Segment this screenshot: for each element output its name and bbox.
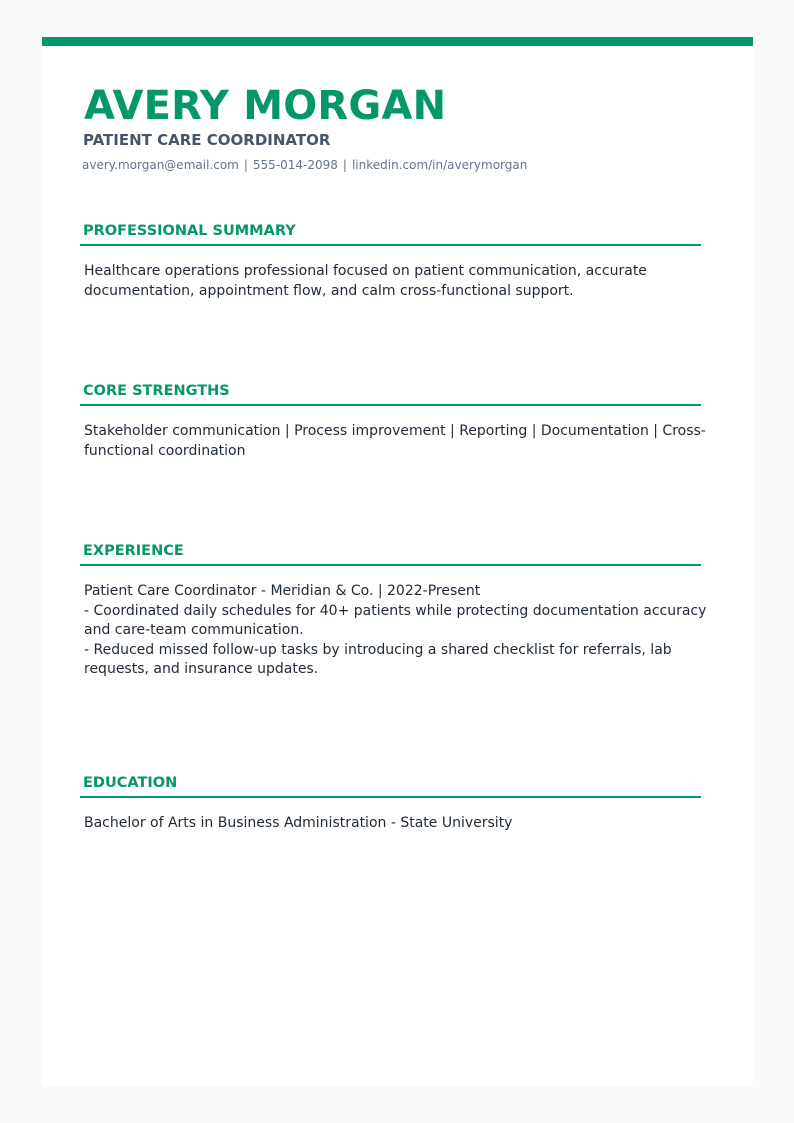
accent-top-bar bbox=[42, 37, 753, 46]
candidate-name: AVERY MORGAN bbox=[84, 83, 447, 129]
education-text: Bachelor of Arts in Business Administration - State University bbox=[84, 815, 513, 831]
experience-heading: EXPERIENCE bbox=[80, 542, 701, 566]
strengths-section bbox=[80, 382, 706, 461]
experience-bullet: - Coordinated daily schedules for 40+ patients while protecting documentation accuracy and care-team communication. bbox=[84, 602, 707, 638]
education-section bbox=[80, 774, 701, 834]
experience-body bbox=[80, 582, 710, 680]
experience-job-title: Patient Care Coordinator - Meridian & Co. | 2022-Present bbox=[84, 583, 481, 599]
summary-heading: PROFESSIONAL SUMMARY bbox=[80, 222, 701, 246]
contact-line bbox=[82, 157, 527, 173]
strengths-heading: CORE STRENGTHS bbox=[80, 382, 701, 406]
linkedin-link[interactable]: linkedin.com/in/averymorgan bbox=[351, 158, 528, 172]
experience-section bbox=[80, 542, 707, 680]
summary-text: Healthcare operations professional focused on patient communication, accurate documentation, appointment flow, and calm cross-functional support. bbox=[84, 263, 647, 299]
summary-section bbox=[80, 222, 701, 301]
resume-page bbox=[42, 37, 753, 1086]
phone-number: 555-014-2098 bbox=[252, 158, 338, 172]
experience-bullet: - Reduced missed follow-up tasks by introducing a shared checklist for referrals, lab requests, and insurance updates. bbox=[84, 641, 672, 677]
strengths-text: Stakeholder communication | Process improvement | Reporting | Documentation | Cross-functional coordination bbox=[84, 423, 706, 459]
email-link[interactable]: avery.morgan@email.com bbox=[82, 158, 239, 172]
education-heading: EDUCATION bbox=[80, 774, 701, 798]
contact-separator: | bbox=[342, 158, 347, 172]
candidate-role: PATIENT CARE COORDINATOR bbox=[83, 131, 331, 149]
contact-separator: | bbox=[243, 158, 248, 172]
